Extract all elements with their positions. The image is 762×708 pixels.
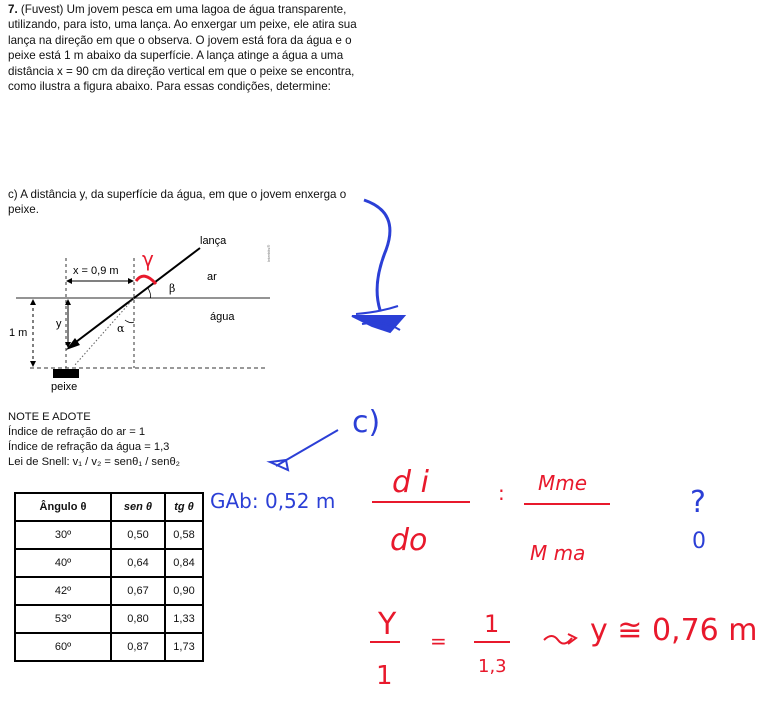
fish-shape [53,369,79,378]
table-row [15,633,203,661]
label-beta: β [169,282,176,295]
table-cell: 0,80 [111,605,165,633]
eq2-den-13: 1,3 [478,656,507,677]
question-source: (Fuvest) [20,3,64,16]
figure-credit: Interbits® [266,244,271,262]
table-cell: 0,67 [111,577,165,605]
label-y: y [56,318,62,330]
label-x: x = 0,9 m [73,265,119,277]
blue-curved-arrow [364,200,390,310]
item-c-text: c) A distância y, da superfície da água, em que o jovem enxerga o peixe. [8,188,347,217]
gamma-angle-mark [136,276,156,284]
question-body: Um jovem pesca em uma lagoa de água transparente, utilizando, para isto, uma lança. Ao enxergar um peixe, ele atira sua lança na direção em que o observa. O jovem está fora da água e o peixe está 1 m abaixo da superfície. A lança atinge a água a uma distância x = 90 cm da direção vertical em que o peixe se encontra, como ilustra a figura abaixo. Para essas condições, determine: [8,3,357,94]
eq1-mma: M ma [530,541,586,565]
table-header: sen θ [111,493,165,521]
note-block [8,410,180,470]
table-cell: 0,90 [165,577,203,605]
beta-arc [148,288,151,298]
table-row [15,605,203,633]
blue-question-mark: ? [690,485,706,520]
table-cell: 0,58 [165,521,203,549]
blue-arrowhead-scribble [352,316,404,332]
table-cell: 53º [15,605,111,633]
table-cell: 1,73 [165,633,203,661]
table-cell: 1,33 [165,605,203,633]
table-cell: 30º [15,521,111,549]
table-row [15,577,203,605]
gamma-label: γ [142,247,154,271]
table-header: tg θ [165,493,203,521]
table-row [15,521,203,549]
label-peixe: peixe [51,381,78,393]
eq1-mme: Mme [538,471,588,495]
table-cell: 40º [15,549,111,577]
eq2-y: Y [378,607,397,642]
label-agua: água [210,311,235,323]
eq2-result: y ≅ 0,76 m [590,613,758,648]
table-cell: 0,64 [111,549,165,577]
label-ar: ar [207,271,217,283]
trig-table [14,492,204,662]
implies-arrow [544,636,572,644]
note-line-air: Índice de refração do ar = 1 [8,426,146,438]
blue-zero: 0 [692,529,706,554]
eq2-den-1: 1 [376,661,393,691]
alpha-arc [125,320,134,323]
table-cell: 0,87 [111,633,165,661]
spear-line [72,248,200,345]
eq1-equals: : [498,481,505,505]
eq1-di: d i [392,465,429,500]
table-cell: 0,50 [111,521,165,549]
label-1m: 1 m [9,327,28,339]
table-header: Ângulo θ [15,493,111,521]
answer-gab: GAb: 0,52 m [210,489,336,513]
label-alpha: α [117,322,125,335]
table-cell: 42º [15,577,111,605]
table-row [15,549,203,577]
question-number: 7. [8,3,18,16]
label-lanca: lança [200,235,227,247]
note-line-water: Índice de refração da água = 1,3 [8,441,170,453]
table-header-row [15,493,203,521]
table-cell: 60º [15,633,111,661]
eq2-num-1: 1 [484,610,500,638]
c-label: c) [352,405,381,440]
note-line-snell: Lei de Snell: v₁ / v₂ = senθ₁ / senθ₂ [8,456,181,468]
real-ray [74,298,134,366]
eq1-do: do [390,523,428,558]
note-title: NOTE E ADOTE [8,411,91,423]
eq2-equals: = [430,629,447,653]
table-cell: 0,84 [165,549,203,577]
